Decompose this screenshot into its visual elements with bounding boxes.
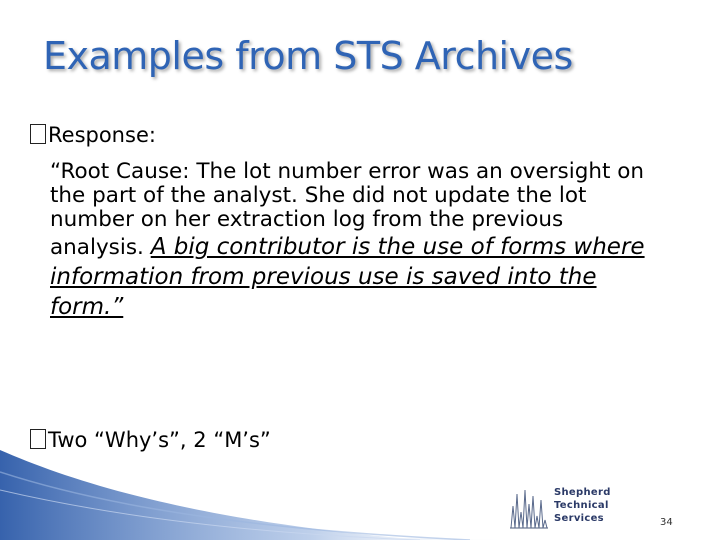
bullet-whys-label: Two “Why’s”, 2 “M’s”	[48, 428, 271, 452]
slide-title: Examples from STS Archives	[43, 34, 573, 78]
bullet-response	[30, 123, 156, 147]
logo-line-3: Services	[554, 513, 604, 524]
checkbox-bullet-icon	[30, 124, 46, 144]
checkbox-bullet-icon	[30, 429, 46, 449]
logo-line-2: Technical	[554, 500, 609, 511]
quote-plain-text: “Root Cause: The lot number error was an oversight on the part of the analyst. She did not update the lot number on her extraction log from the previous analysis.	[50, 159, 645, 260]
shepherd-logo	[508, 482, 614, 534]
logo-line-1: Shepherd	[554, 487, 611, 498]
page-number: 34	[660, 517, 673, 528]
bullet-whys	[30, 428, 271, 452]
bullet-response-label: Response:	[48, 123, 156, 147]
logo-wordmark	[554, 486, 611, 525]
blue-swoosh-decoration	[0, 450, 520, 540]
chromatogram-icon	[508, 486, 550, 530]
quote-emphasis-text: A big contributor is the use of forms where information from previous use is saved into the form.”	[50, 234, 645, 320]
response-quote	[50, 160, 660, 322]
